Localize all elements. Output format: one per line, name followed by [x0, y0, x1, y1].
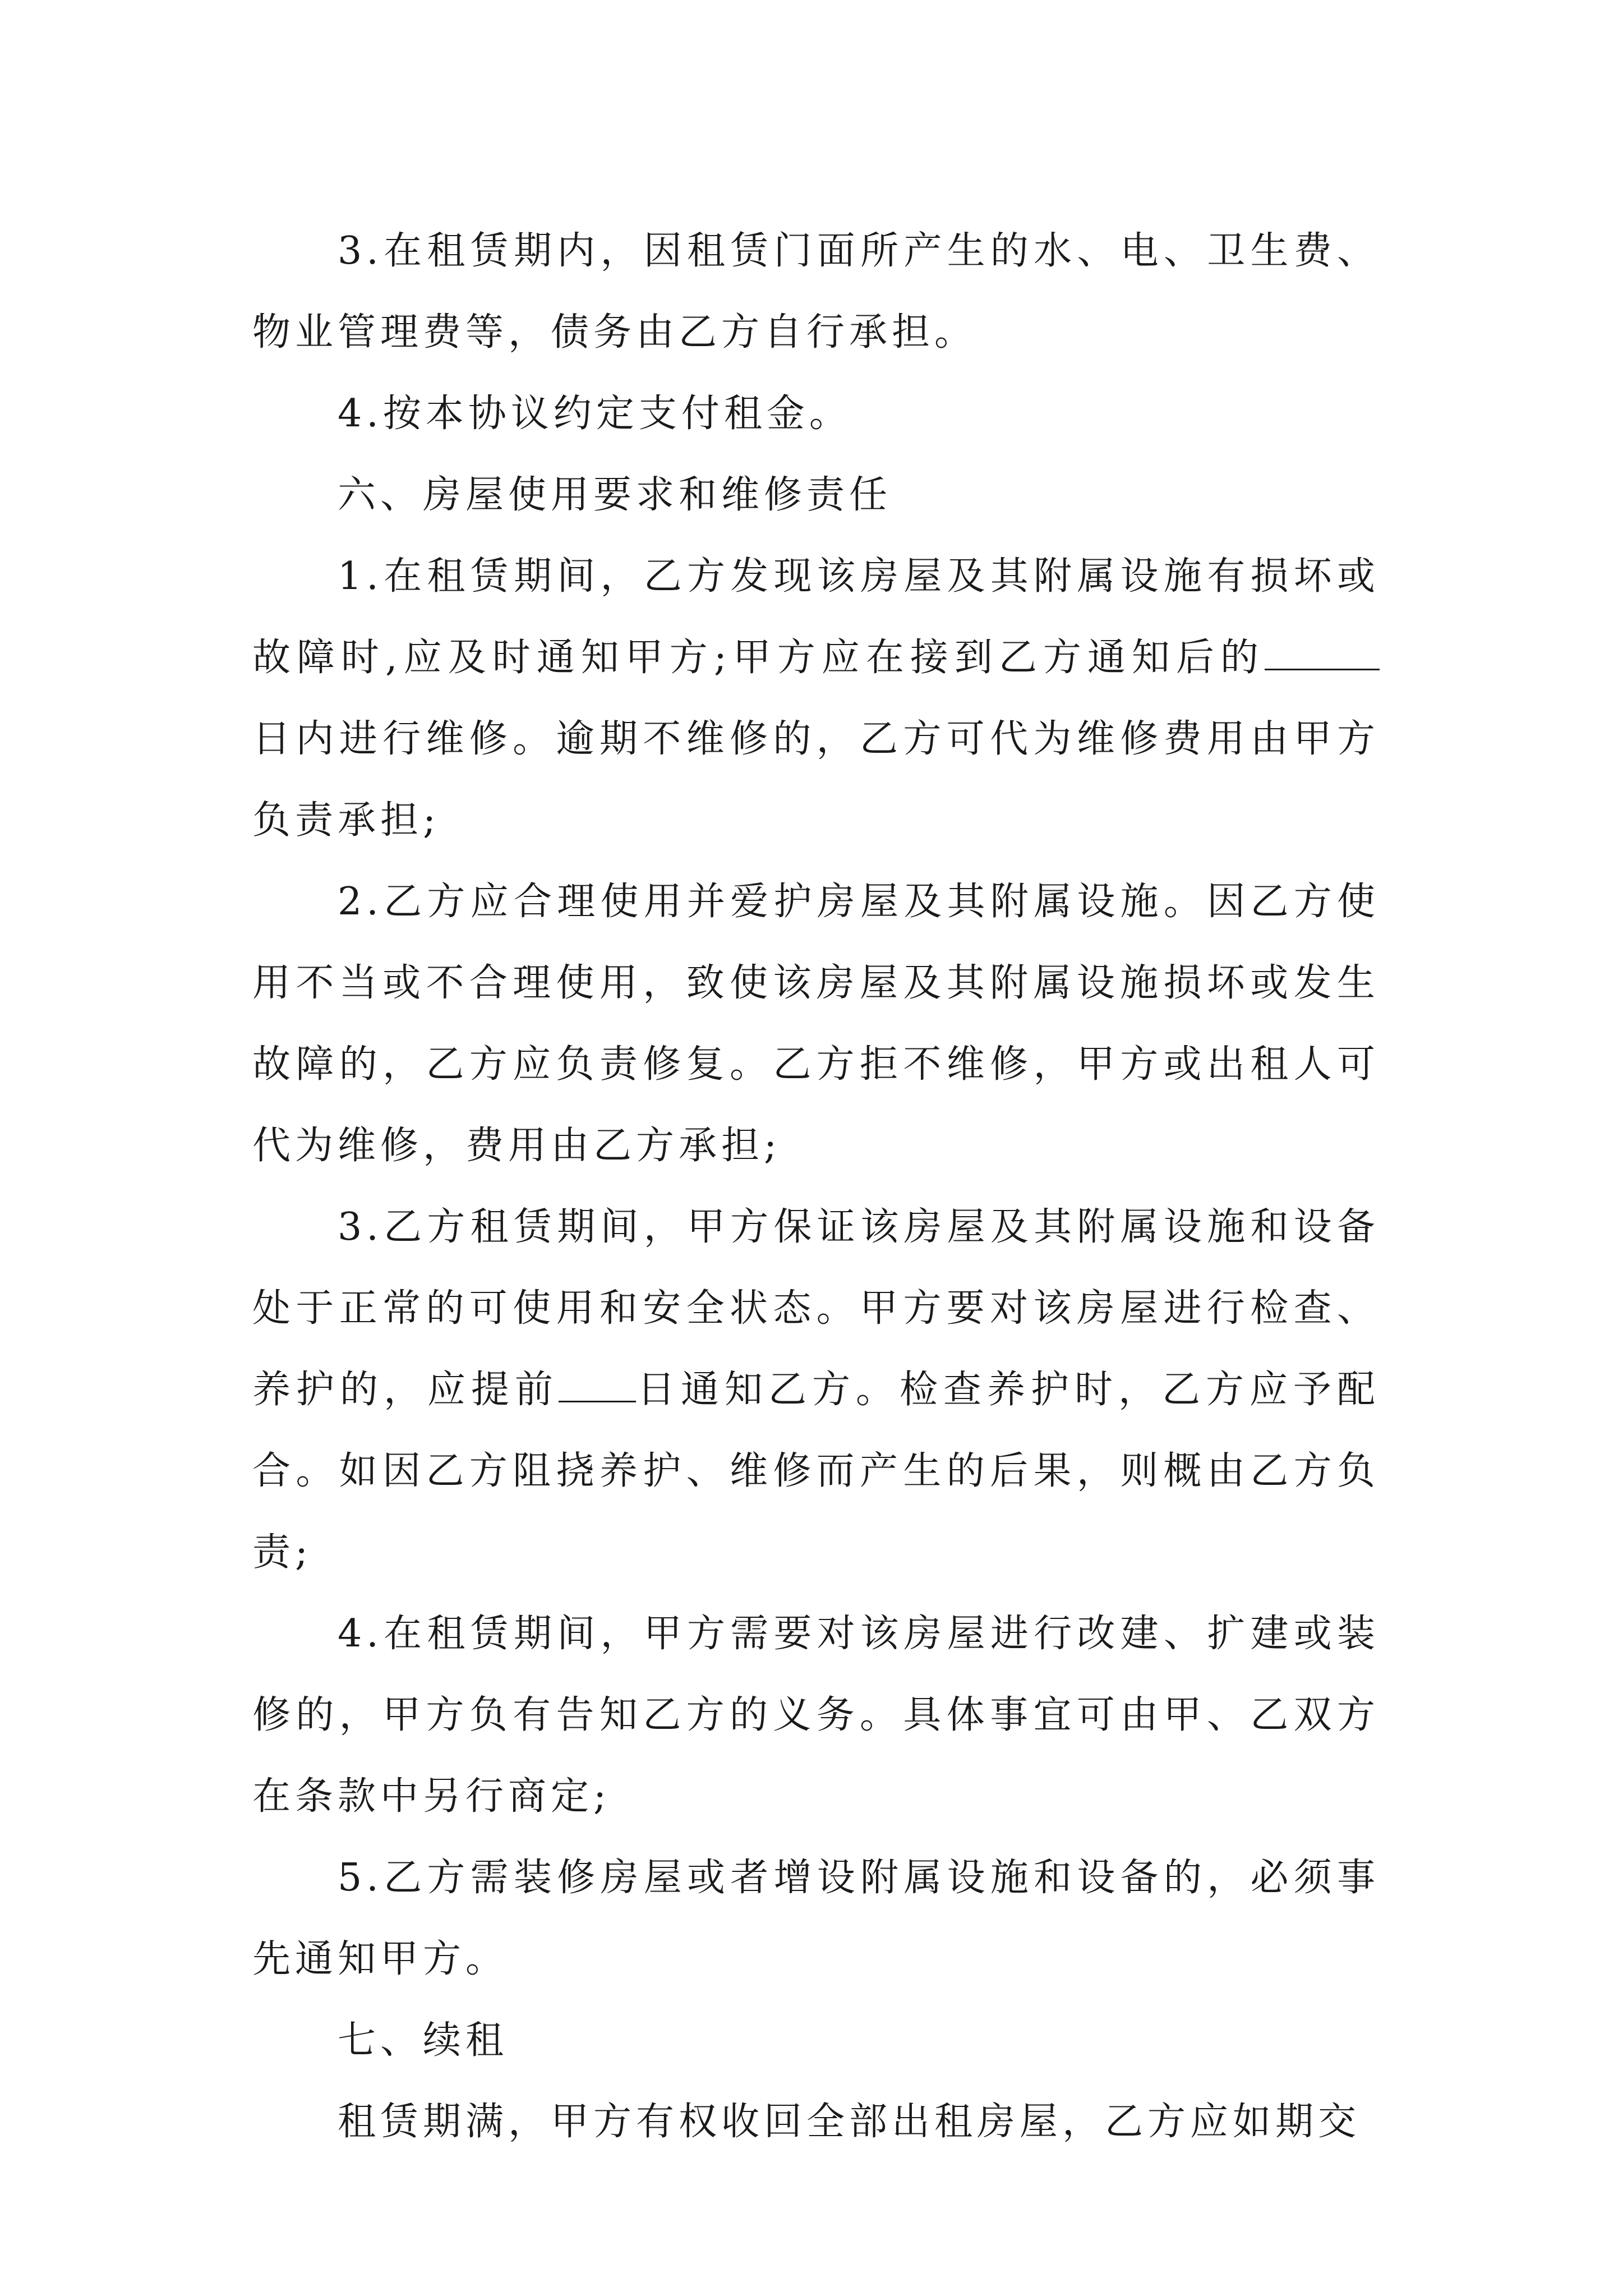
paragraph-repair-notice — [252, 536, 1380, 861]
paragraph-pay-rent: 4.按本协议约定支付租金。 — [338, 392, 852, 436]
fill-in-blank-notice-days — [559, 1367, 636, 1402]
paragraph-proper-use: 2.乙方应合理使用并爱护房屋及其附属设施。因乙方使用不当或不合理使用，致使该房屋及其附属设施损坏或发生故障的，乙方应负责修复。乙方拒不维修，甲方或出租人可代为维修，费用由乙方承担; — [252, 880, 1380, 1168]
document-body — [252, 210, 1380, 2162]
paragraph-decoration-notice: 5.乙方需装修房屋或者增设附属设施和设备的，必须事先通知甲方。 — [252, 1856, 1380, 1981]
section-heading-usage-maintenance: 六、房屋使用要求和维修责任 — [338, 473, 892, 517]
paragraph-text-part: 日通知乙方。检查养护时，乙方应予配合。如因乙方阻挠养护、维修而产生的后果，则概由乙方负责; — [252, 1368, 1380, 1575]
paragraph-text-part: 日内进行维修。逾期不维修的，乙方可代为维修费用由甲方负责承担; — [252, 717, 1380, 843]
section-heading-renewal: 七、续租 — [338, 2018, 509, 2063]
paragraph-text-part: 3.乙方租赁期间，甲方保证该房屋及其附属设施和设备处于正常的可使用和安全状态。甲方要对该房屋进行检查、养护的，应提前 — [252, 1205, 1380, 1412]
fill-in-blank-days — [1265, 635, 1380, 670]
paragraph-text-part: 1.在租赁期间，乙方发现该房屋及其附属设施有损坏或故障时,应及时通知甲方;甲方应在接到乙方通知后的 — [252, 554, 1380, 680]
paragraph-inspection — [252, 1186, 1380, 1593]
paragraph-utilities: 3.在租赁期内，因租赁门面所产生的水、电、卫生费、物业管理费等，债务由乙方自行承担。 — [252, 229, 1380, 355]
paragraph-lease-expiry: 租赁期满，甲方有权收回全部出租房屋，乙方应如期交 — [338, 2100, 1361, 2144]
paragraph-renovation: 4.在租赁期间，甲方需要对该房屋进行改建、扩建或装修的，甲方负有告知乙方的义务。具体事宜可由甲、乙双方在条款中另行商定; — [252, 1612, 1380, 1819]
